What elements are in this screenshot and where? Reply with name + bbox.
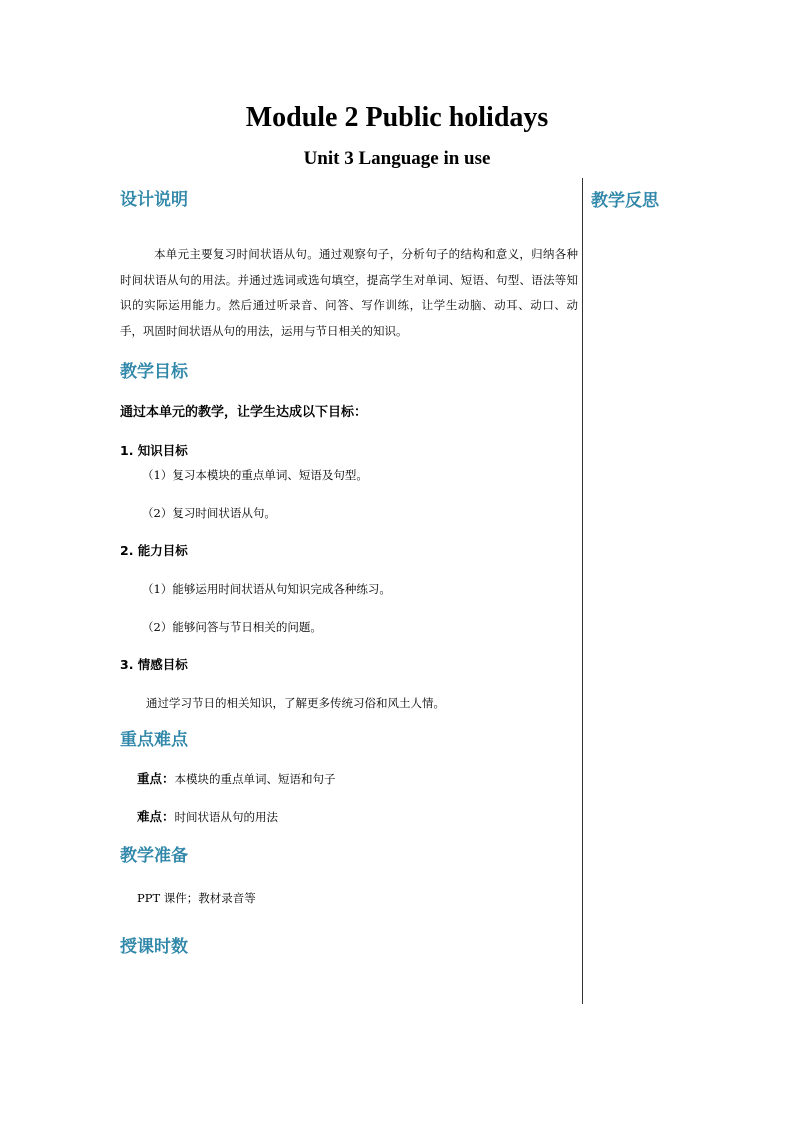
reflection-heading: 教学反思 xyxy=(591,191,659,211)
focus-label: 重点： xyxy=(137,771,175,786)
knowledge-item: （1）复习本模块的重点单词、短语及句型。 xyxy=(142,468,368,482)
objectives-heading: 教学目标 xyxy=(120,362,188,382)
emotion-title: 3. 情感目标 xyxy=(120,657,188,672)
hours-heading: 授课时数 xyxy=(120,937,188,957)
preparation-text: PPT 课件；教材录音等 xyxy=(137,891,256,905)
ability-item: （1）能够运用时间状语从句知识完成各种练习。 xyxy=(142,582,391,596)
preparation-heading: 教学准备 xyxy=(120,846,188,866)
difficulty-label: 难点： xyxy=(137,809,175,824)
difficulty-line xyxy=(120,806,578,828)
page-title: Module 2 Public holidays xyxy=(245,102,549,133)
column-divider xyxy=(582,178,583,1004)
key-points-heading: 重点难点 xyxy=(120,730,188,750)
emotion-text: 通过学习节日的相关知识，了解更多传统习俗和风土人情。 xyxy=(146,696,445,710)
main-column xyxy=(120,186,578,961)
knowledge-item: （2）复习时间状语从句。 xyxy=(142,506,276,520)
difficulty-text: 时间状语从句的用法 xyxy=(174,810,279,824)
knowledge-title: 1. 知识目标 xyxy=(120,443,188,458)
page-subtitle: Unit 3 Language in use xyxy=(303,148,491,169)
ability-title: 2. 能力目标 xyxy=(120,543,188,558)
focus-line xyxy=(120,768,578,790)
design-paragraph: 本单元主要复习时间状语从句。通过观察句子，分析句子的结构和意义，归纳各种时间状语从句的用法。并通过选词或选句填空，提高学生对单词、短语、句型、语法等知识的实际运用能力。然后通过听录音、问答、写作训练，让学生动脑、动耳、动口、动手，巩固时间状语从句的用法，运用与节日相关的知识。 xyxy=(120,247,578,338)
design-heading: 设计说明 xyxy=(120,190,188,210)
objectives-lead: 通过本单元的教学，让学生达成以下目标： xyxy=(120,405,368,420)
ability-item: （2）能够问答与节日相关的问题。 xyxy=(142,620,322,634)
focus-text: 本模块的重点单词、短语和句子 xyxy=(174,772,336,786)
